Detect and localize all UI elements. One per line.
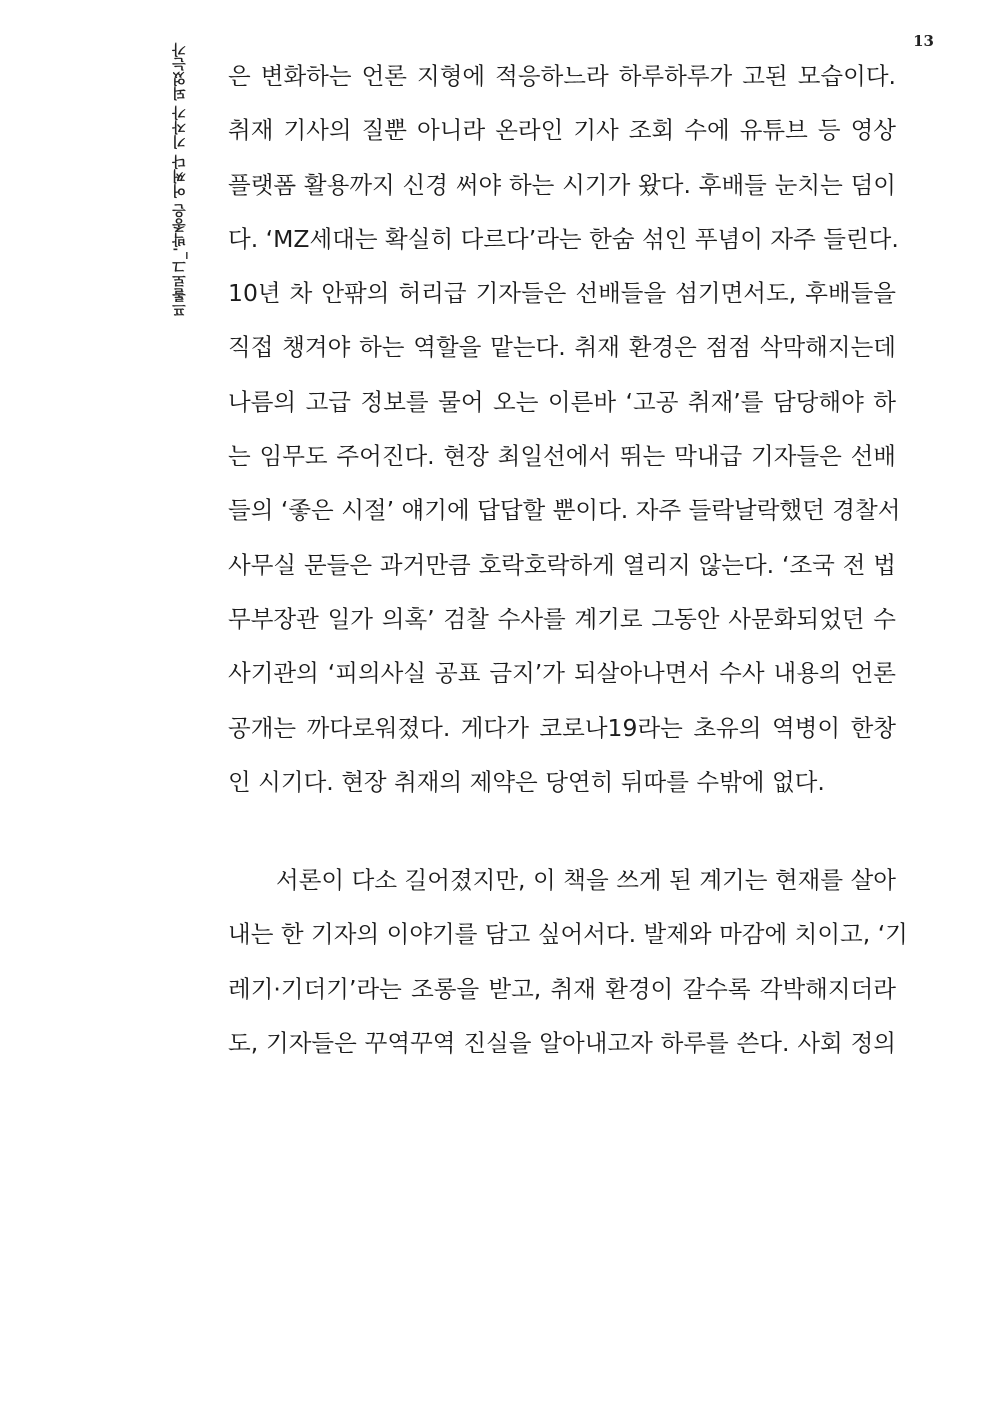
text-line: 직접 챙겨야 하는 역할을 맡는다. 취재 환경은 점점 삭막해지는데: [228, 333, 896, 362]
page-number: 13: [913, 32, 934, 50]
text-line: 공개는 까다로워졌다. 게다가 코로나19라는 초유의 역병이 한창: [228, 713, 896, 742]
text-line: 10년 차 안팎의 허리급 기자들은 선배들을 섬기면서도, 후배들을: [228, 279, 896, 308]
text-line: 은 변화하는 언론 지형에 적응하느라 하루하루가 고된 모습이다.: [228, 62, 896, 90]
body-text: [228, 52, 908, 1073]
running-head: 프롤로그_'박종은 어쩌다 기자가 되었는가: [172, 42, 188, 317]
text-line: 인 시기다. 현장 취재의 제약은 당연히 뒤따를 수밖에 없다.: [228, 767, 825, 796]
text-line: 플랫폼 활용까지 신경 써야 하는 시기가 왔다. 후배들 눈치는 덤이: [228, 170, 896, 199]
paragraph-1: [228, 52, 901, 812]
text-line: 다. ‘MZ세대는 확실히 다르다’라는 한숨 섞인 푸념이 자주 들린다.: [228, 224, 899, 253]
text-line: 는 임무도 주어진다. 현장 최일선에서 뛰는 막내급 기자들은 선배: [228, 442, 896, 471]
text-line: 나름의 고급 정보를 물어 오는 이른바 ‘고공 취재’를 담당해야 하: [228, 387, 896, 416]
text-line: 사기관의 ‘피의사실 공표 금지’가 되살아나면서 수사 내용의 언론: [228, 659, 896, 688]
text-line: 사무실 문들은 과거만큼 호락호락하게 열리지 않는다. ‘조국 전 법: [228, 550, 896, 579]
text-line: 들의 ‘좋은 시절’ 얘기에 답답할 뿐이다. 자주 들락날락했던 경찰서: [228, 496, 901, 525]
text-line: 도, 기자들은 꾸역꾸역 진실을 알아내고자 하루를 쓴다. 사회 정의: [228, 1029, 896, 1058]
text-line: 레기·기더기’라는 조롱을 받고, 취재 환경이 갈수록 각박해지더라: [228, 974, 896, 1003]
text-line: 무부장관 일가 의혹’ 검찰 수사를 계기로 그동안 사문화되었던 수: [228, 604, 896, 633]
paragraph-gap: [228, 812, 896, 856]
paragraph-2: [228, 856, 908, 1073]
text-line: 취재 기사의 질뿐 아니라 온라인 기사 조회 수에 유튜브 등 영상: [228, 116, 896, 145]
text-line: 내는 한 기자의 이야기를 담고 싶어서다. 발제와 마감에 치이고, ‘기: [228, 920, 908, 949]
text-line: 서론이 다소 길어졌지만, 이 책을 쓰게 된 계기는 현재를 살아: [276, 866, 896, 895]
